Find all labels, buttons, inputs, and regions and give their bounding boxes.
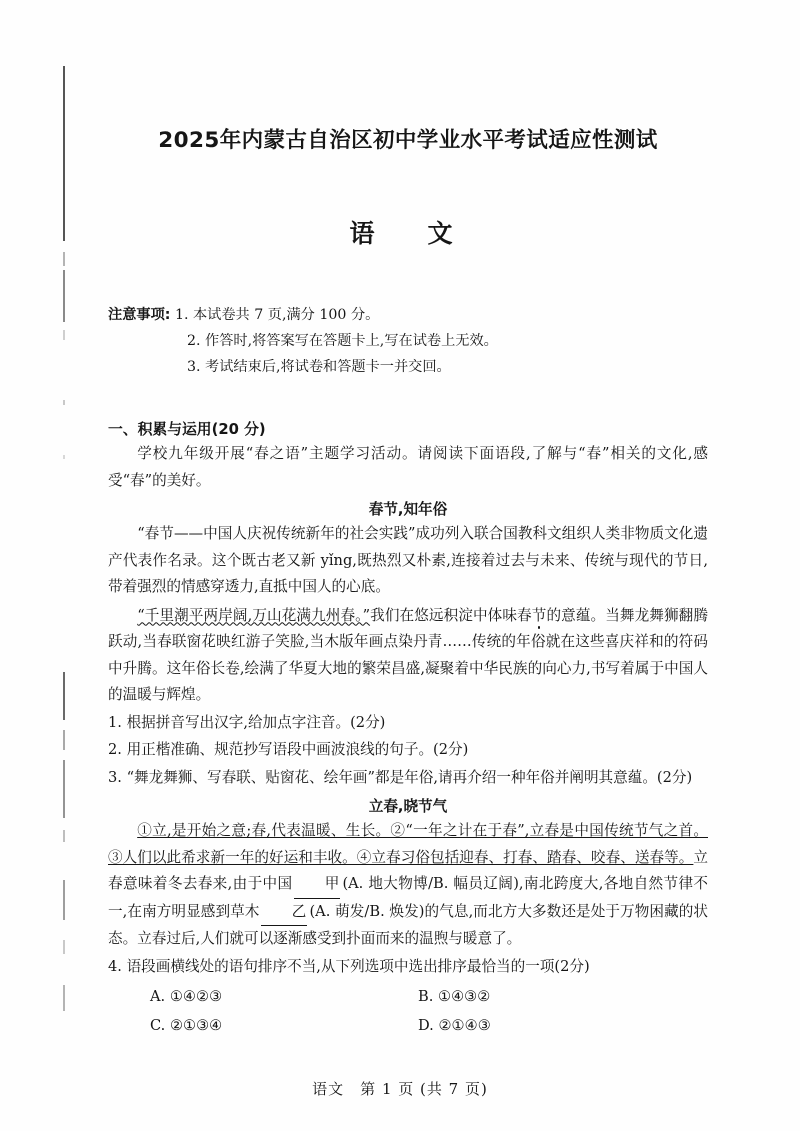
passage-text: ,既热烈又朴素,连接着过去与未来、传统与现代的节日,带着强烈的情感穿透力,直抵中国人的心底。 bbox=[108, 551, 709, 595]
blank-jia: 甲 bbox=[294, 871, 340, 899]
pinyin-token: yǐng bbox=[320, 551, 353, 569]
subject-title: 语 文 bbox=[349, 219, 467, 248]
option-label: A. bbox=[150, 988, 166, 1005]
notice-item: 1. 本试卷共 7 页,满分 100 分。 bbox=[174, 307, 380, 323]
scan-artifact-strip bbox=[63, 760, 65, 818]
option-label: D. bbox=[418, 1017, 434, 1034]
passage-text: 立春意味着冬去春来,由于中国 bbox=[108, 848, 708, 892]
scan-artifact-strip bbox=[63, 672, 65, 720]
option-a[interactable] bbox=[150, 982, 418, 1011]
notice-item: 3. 考试结束后,将试卷和答题卡一并交回。 bbox=[187, 359, 451, 375]
section-heading-one: 一、积累与运用(20 分) bbox=[108, 421, 266, 438]
scan-artifact-strip bbox=[63, 880, 65, 920]
notice-row bbox=[108, 328, 708, 354]
page-title: 2025年内蒙古自治区初中学业水平考试适应性测试 bbox=[158, 128, 658, 153]
passage-text: 我们在悠远积淀中体味春 bbox=[370, 606, 532, 624]
notice-row bbox=[108, 354, 708, 380]
option-c[interactable] bbox=[150, 1011, 418, 1040]
passage-text: “春节——中国人庆祝传统新年的社会实践”成功列入联合国教科文组织人类非物质文化遗产代表作名录。这个既古老又新 bbox=[108, 525, 708, 569]
option-d[interactable] bbox=[418, 1011, 686, 1040]
question-4: 4. 语段画横线处的语句排序不当,从下列选项中选出排序最恰当的一项(2分) bbox=[108, 957, 590, 975]
option-value: ②①④③ bbox=[438, 1017, 491, 1034]
option-value: ②①③④ bbox=[169, 1017, 223, 1034]
scan-artifact-strip bbox=[63, 455, 65, 459]
notice-label: 注意事项: bbox=[108, 307, 171, 323]
option-row bbox=[150, 982, 708, 1011]
page-footer: 语文 第 1 页 (共 7 页) bbox=[312, 1080, 488, 1098]
passage-two-paragraph bbox=[108, 818, 708, 953]
scan-artifact-strip bbox=[63, 330, 65, 340]
passage-text: (A. 地大物博/B. 幅员辽阔),南北跨度大,各地自然节律不一,在南方明显感到草木 bbox=[108, 875, 709, 920]
passage-text: 的意蕴。当舞龙舞狮翻腾跃动,当春联窗花映红游子笑脸,当木版年画点染丹青……传统的年俗就在这些喜庆祥和的符码中升腾。这年俗长卷,绘满了华夏大地的繁荣昌盛,凝聚着中华民族的向心力,书写着属于中国人的温暖与辉煌。 bbox=[108, 606, 708, 703]
passage-one-heading: 春节,知年俗 bbox=[368, 501, 448, 518]
option-value: ①④③② bbox=[438, 988, 491, 1005]
question-4-options bbox=[108, 982, 708, 1040]
scan-artifact-strip bbox=[63, 270, 65, 322]
scan-artifact-strip bbox=[63, 830, 65, 842]
option-label: B. bbox=[418, 988, 434, 1005]
option-row bbox=[150, 1011, 708, 1040]
scan-artifact-strip bbox=[63, 730, 65, 750]
blank-yi: 乙 bbox=[261, 899, 307, 927]
scan-artifact-strip bbox=[63, 940, 65, 954]
underlined-sentence-group: ①立,是开始之意;春,代表温暖、生长。②“一年之计在于春”,立春是中国传统节气之首。③人们以此希求新一年的好运和丰收。④立春习俗包括迎春、打春、踏春、咬春、送春等。 bbox=[108, 822, 708, 866]
scan-artifact-strip bbox=[63, 252, 65, 266]
exam-notice-block bbox=[108, 302, 708, 380]
emphasis-dot-character: 节 bbox=[531, 606, 547, 624]
passage-two-heading: 立春,晓节气 bbox=[368, 798, 448, 815]
page-content bbox=[108, 0, 708, 1040]
scan-artifact-strip bbox=[63, 985, 65, 1011]
passage-text: (A. 萌发/B. 焕发)的气息,而北方大多数还是处于万物困藏的状态。立春过后,人们就可以逐渐感受到扑面而来的温煦与暖意了。 bbox=[108, 902, 709, 947]
question-2: 2. 用正楷准确、规范抄写语段中画波浪线的句子。(2分) bbox=[108, 741, 469, 758]
option-label: C. bbox=[150, 1017, 166, 1034]
option-b[interactable] bbox=[418, 982, 686, 1011]
passage-one-paragraph-1 bbox=[108, 521, 708, 601]
question-3: 3. “舞龙舞狮、写春联、贴窗花、绘年画”都是年俗,请再介绍一种年俗并阐明其意蕴。(2分) bbox=[108, 768, 693, 786]
scan-artifact-strip bbox=[63, 66, 65, 241]
wavy-underlined-quote: “千里潮平两岸阔,万山花满九州春。” bbox=[137, 606, 371, 624]
notice-item: 2. 作答时,将答案写在答题卡上,写在试卷上无效。 bbox=[187, 333, 498, 349]
section-one-intro: 学校九年级开展“春之语”主题学习活动。请阅读下面语段,了解与“春”相关的文化,感受“春”的美好。 bbox=[108, 445, 708, 489]
scan-artifact-strip bbox=[63, 400, 65, 405]
question-1: 1. 根据拼音写出汉字,给加点字注音。(2分) bbox=[108, 713, 386, 731]
notice-row bbox=[108, 302, 708, 328]
option-value: ①④②③ bbox=[169, 988, 223, 1005]
passage-one-paragraph-2 bbox=[108, 603, 708, 709]
